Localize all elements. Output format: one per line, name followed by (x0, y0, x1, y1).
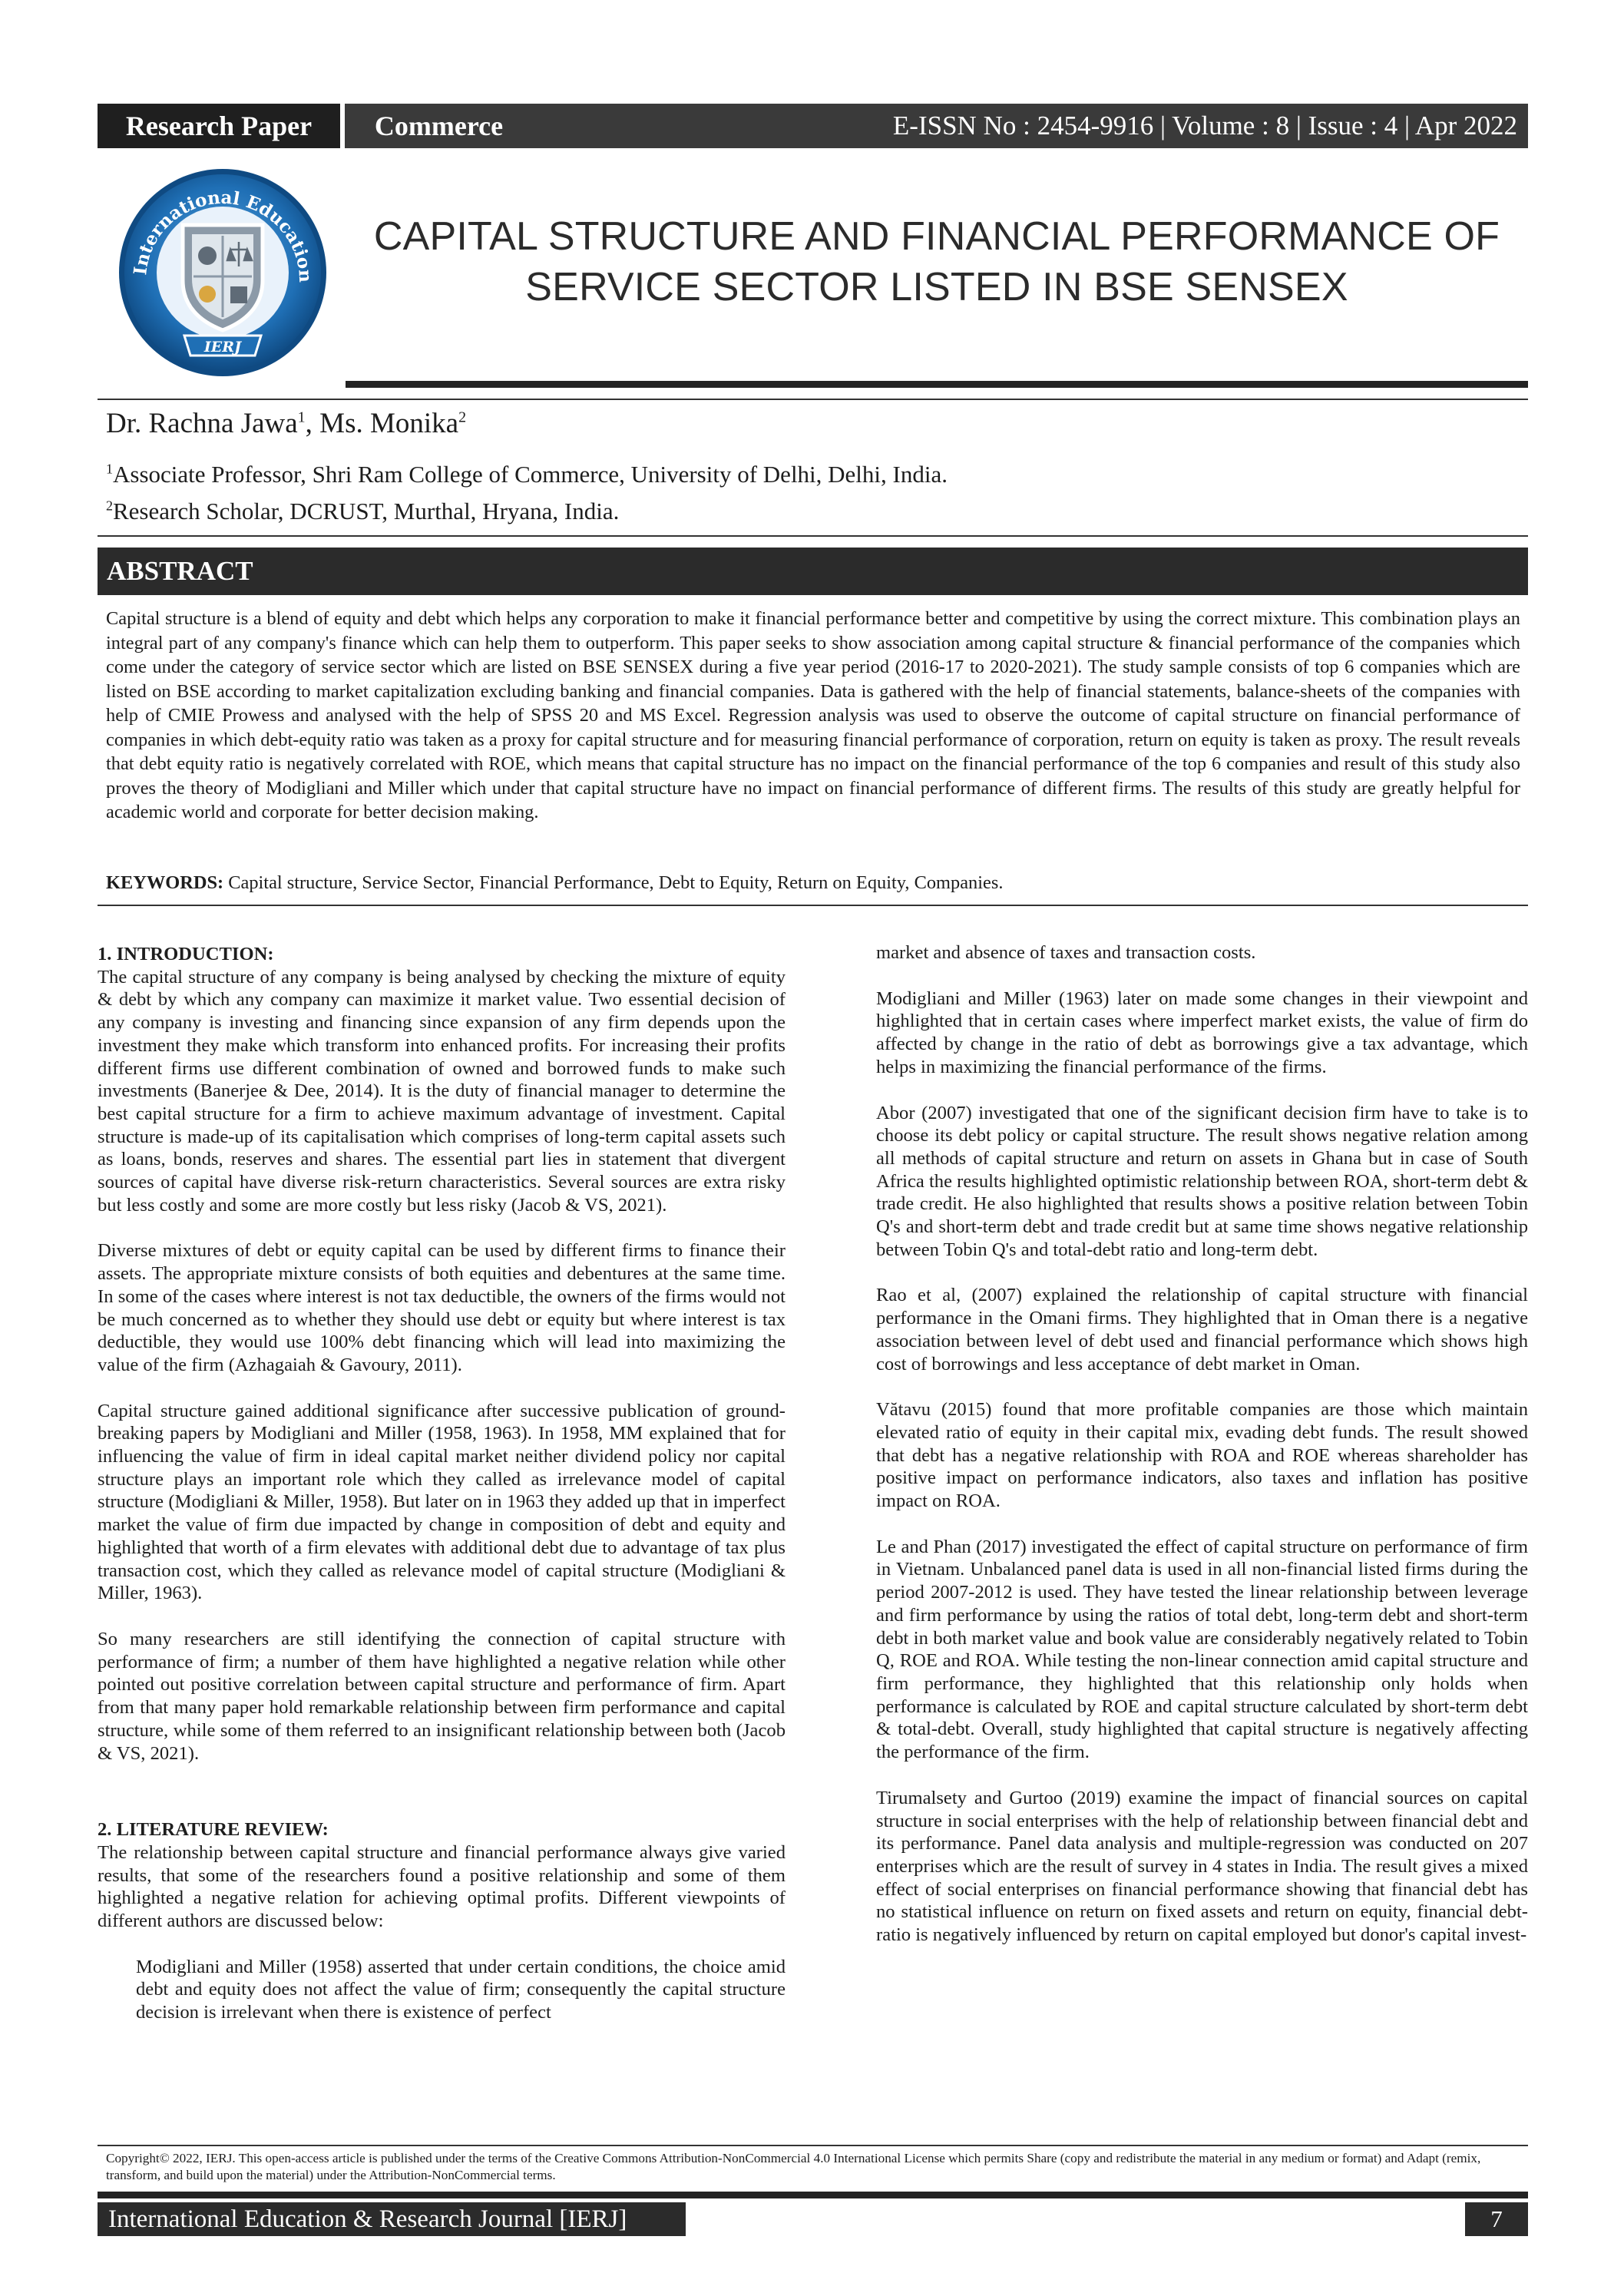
svg-text:IERJ: IERJ (203, 339, 242, 356)
issn-info: E-ISSN No : 2454-9916 | Volume : 8 | Issue : 4 | Apr 2022 (533, 104, 1528, 148)
paragraph: The capital structure of any company is being analysed by checking the mixture of equity & debt by which any company can maximize it market value. Two essential decision of any company is investing and financing since expansion of any firm depends upon the investment they make which transform into enhanced profits. For increasing their profits different firms use different combination of owned and borrowed funds to make such investments (Banerjee & Dee, 2014). It is the duty of financial manager to determine the best capital structure for a firm to achieve maximum advantage of investment. Capital structure is made-up of its capitalisation which comprises of long-term capital assets such as loans, bonds, reserves and shares. The essential part lies in statement that divergent sources of capital have diverse risk-return characteristics. Several sources are extra risky but less costly and some are more costly but less risky (Jacob & VS, 2021). (98, 966, 786, 1216)
affiliation-1 (106, 461, 948, 488)
paragraph: The relationship between capital structure and financial performance always give varied results, that some of the researchers found a positive relationship and some of them highlighted a negative relation for achieving optimal profits. Different viewpoints of different authors are discussed below: (98, 1841, 786, 1932)
keywords (106, 872, 1520, 894)
keywords-label: KEYWORDS: (106, 872, 224, 893)
footer-gap (686, 2202, 1465, 2236)
paper-subject: Commerce (345, 104, 533, 148)
journal-seal-icon (115, 165, 330, 380)
affiliation-text: Associate Professor, Shri Ram College of Commerce, University of Delhi, Delhi, India. (113, 461, 948, 488)
title-line-1: CAPITAL STRUCTURE AND FINANCIAL PERFORMANCE OF (373, 214, 1500, 259)
left-column (98, 943, 786, 2047)
svg-text:International Education & Rese: International Education (130, 187, 316, 283)
paper-category: Research Paper (98, 104, 340, 148)
right-column (876, 941, 1528, 1970)
footer-bar (98, 2202, 1528, 2236)
footer-rule (98, 2192, 1528, 2198)
page-number: 7 (1465, 2202, 1528, 2236)
paragraph: Diverse mixtures of debt or equity capital can be used by different firms to finance their assets. The appropriate mixture consists of both equities and debentures at the same time. In some of the cases where interest is not tax deductible, the owners of the firms would not be much concerned as to whether they should use debt or equity but where interest is tax deductible, they would use 100% debt financing which will lead into maximizing the value of the firm (Azhagaiah & Gavoury, 2011). (98, 1240, 786, 1375)
affiliation-sup: 2 (106, 498, 113, 514)
paper-title (346, 211, 1528, 313)
abstract-heading: ABSTRACT (98, 548, 1528, 595)
author-sup: 2 (458, 409, 467, 426)
paragraph: So many researchers are still identifying the connection of capital structure with performance of firm; a number of them have highlighted a negative relation while other pointed out positive correlation between capital structure and performance of firm. Apart from that many paper hold remarkable relationship between firm performance and capital structure, while some of them referred to an insignificant relationship between both (Jacob & VS, 2021). (98, 1628, 786, 1764)
affiliation-sup: 1 (106, 461, 113, 477)
section-heading-introduction: 1. INTRODUCTION: (98, 944, 274, 964)
paragraph: Vătavu (2015) found that more profitable companies are those which maintain elevated ratio of equity in their capital mix, evading debt funds. The result showed that debt has a negative relationship with ROA and ROE whereas shareholder has positive impact on performance indicators, also taxes and inflation has positive impact on ROA. (876, 1399, 1528, 1512)
header-bar (98, 104, 1528, 148)
paragraph: Tirumalsety and Gurtoo (2019) examine the impact of financial sources on capital structure in social enterprises with the help of relationship between financial debt and its performance. Panel data analysis and multiple-regression was conducted on 207 enterprises which are the result of survey in 4 states in India. The result gives a mixed effect of social enterprises on financial performance showing that financial debt has no statistical influence on return on fixed assets and return on equity, financial debt-ratio is negatively influenced by return on capital employed but donor's capital invest- (876, 1787, 1528, 1946)
author-name: Dr. Rachna Jawa (106, 408, 298, 439)
title-line-2: SERVICE SECTOR LISTED IN BSE SENSEX (525, 265, 1348, 309)
spacer (98, 1788, 786, 1818)
copyright-notice: Copyright© 2022, IERJ. This open-access article is published under the terms of the Creative Commons Attribution-NonCommercial 4.0 International License which permits Share (copy and redistribute the material in any medium or format) and Adapt (remix, transform, and build upon the material) under the Attribution-NonCommercial terms. (106, 2151, 1481, 2182)
journal-logo (115, 165, 330, 380)
author-name: Ms. Monika (319, 408, 459, 439)
journal-name: International Education & Research Journal [IERJ] (98, 2202, 686, 2236)
section-heading-literature-review: 2. LITERATURE REVIEW: (98, 1819, 329, 1841)
paragraph: Rao et al, (2007) explained the relationship of capital structure with financial performance in the Omani firms. They highlighted that in Oman there is a negative association between level of debt used and financial performance which shows high cost of borrowings and less acceptance of debt market in Oman. (876, 1285, 1528, 1375)
author-sup: 1 (297, 409, 306, 426)
paragraph: Le and Phan (2017) investigated the effect of capital structure on performance of firm in Vietnam. Unbalanced panel data is used in all non-financial listed firms during the period 2007-2012 is used. They have tested the linear relationship between leverage and firm performance by using the ratios of total debt, long-term debt and short-term debt in both market value and book value are considerably negatively related to Tobin Q, ROE and ROA. While testing the non-linear connection amid capital structure and firm performance, they highlighted that this relationship only holds when performance is calculated by ROE and capital structure calculated by short-term debt & total-debt. Overall, study highlighted that capital structure is negatively affecting the performance of the firm. (876, 1536, 1528, 1763)
paragraph: market and absence of taxes and transaction costs. (876, 942, 1256, 963)
affiliation-text: Research Scholar, DCRUST, Murthal, Hryana, India. (113, 498, 620, 524)
abstract-text: Capital structure is a blend of equity and debt which helps any corporation to make it financial performance better and competitive by using the correct mixture. This combination plays an integral part of any company's finance which can help them to outperform. This paper seeks to show association among capital structure & financial performance of the companies which come under the category of service sector which are listed on BSE SENSEX during a five year period (2016-17 to 2020-2021). The study sample consists of top 6 companies which are listed on BSE according to market capitalization excluding banking and financial companies. Data is gathered with the help of financial statements, balance-sheets of the companies with help of CMIE Prowess and analysed with the help of SPSS 20 and MS Excel. Regression analysis was used to observe the outcome of capital structure on financial performance of companies in which debt-equity ratio was taken as a proxy for capital structure and for measuring financial performance of corporation, return on equity is taken as proxy. The result reveals that debt equity ratio is negatively correlated with ROE, which means that capital structure has no impact on the financial performance of the top 6 companies and result of this study also proves the theory of Modigliani and Miller which under that capital structure have no impact on financial performance of different firms. The results of this study are greatly helpful for academic world and corporate for better decision making. (106, 608, 1520, 822)
footer-divider (98, 2145, 1528, 2146)
divider (98, 905, 1528, 906)
title-rule (346, 381, 1528, 388)
paragraph: Capital structure gained additional significance after successive publication of ground-breaking papers by Modigliani and Miller (1958, 1963). In 1958, MM explained that for influencing the value of firm in ideal capital market neither dividend policy nor capital structure plays an important role which they called as irrelevance model of capital structure (Modigliani & Miller, 1958). But later on in 1963 they added up that in imperfect market the value of firm due impacted by change in composition of debt and equity and highlighted that worth of a firm elevates with additional debt due to advantage of tax plus transaction cost, which they called as relevance model of capital structure (Modigliani & Miller, 1963). (98, 1400, 786, 1604)
divider (98, 535, 1528, 537)
paragraph: Modigliani and Miller (1958) asserted that under certain conditions, the choice amid debt and equity does not affect the value of firm; consequently the capital structure decision is irrelevant when there is existence of perfect (136, 1956, 786, 2023)
affiliation-2 (106, 498, 619, 525)
keywords-list: Capital structure, Service Sector, Financial Performance, Debt to Equity, Return on Equity, Companies. (223, 872, 1004, 893)
paragraph: Abor (2007) investigated that one of the significant decision firm have to take is to choose its debt policy or capital structure. The result shows negative relation among all methods of capital structure and return on assets in Ghana but in case of South Africa the results highlighted optimistic relationship between ROA, short-term debt & trade credit. He also highlighted that results shows a positive relation between Tobin Q's and short-term debt and trade credit but at same time shows negative relationship between Tobin Q's and total-debt ratio and long-term debt. (876, 1102, 1528, 1260)
author-list (106, 407, 466, 440)
divider (98, 399, 1528, 400)
paragraph: Modigliani and Miller (1963) later on made some changes in their viewpoint and highlighted that in certain cases where imperfect market exists, the value of firm do affected by change in the ratio of debt as borrowings give a tax advantage, which helps in maximizing the financial performance of the firms. (876, 988, 1528, 1077)
author-separator: , (305, 408, 320, 439)
